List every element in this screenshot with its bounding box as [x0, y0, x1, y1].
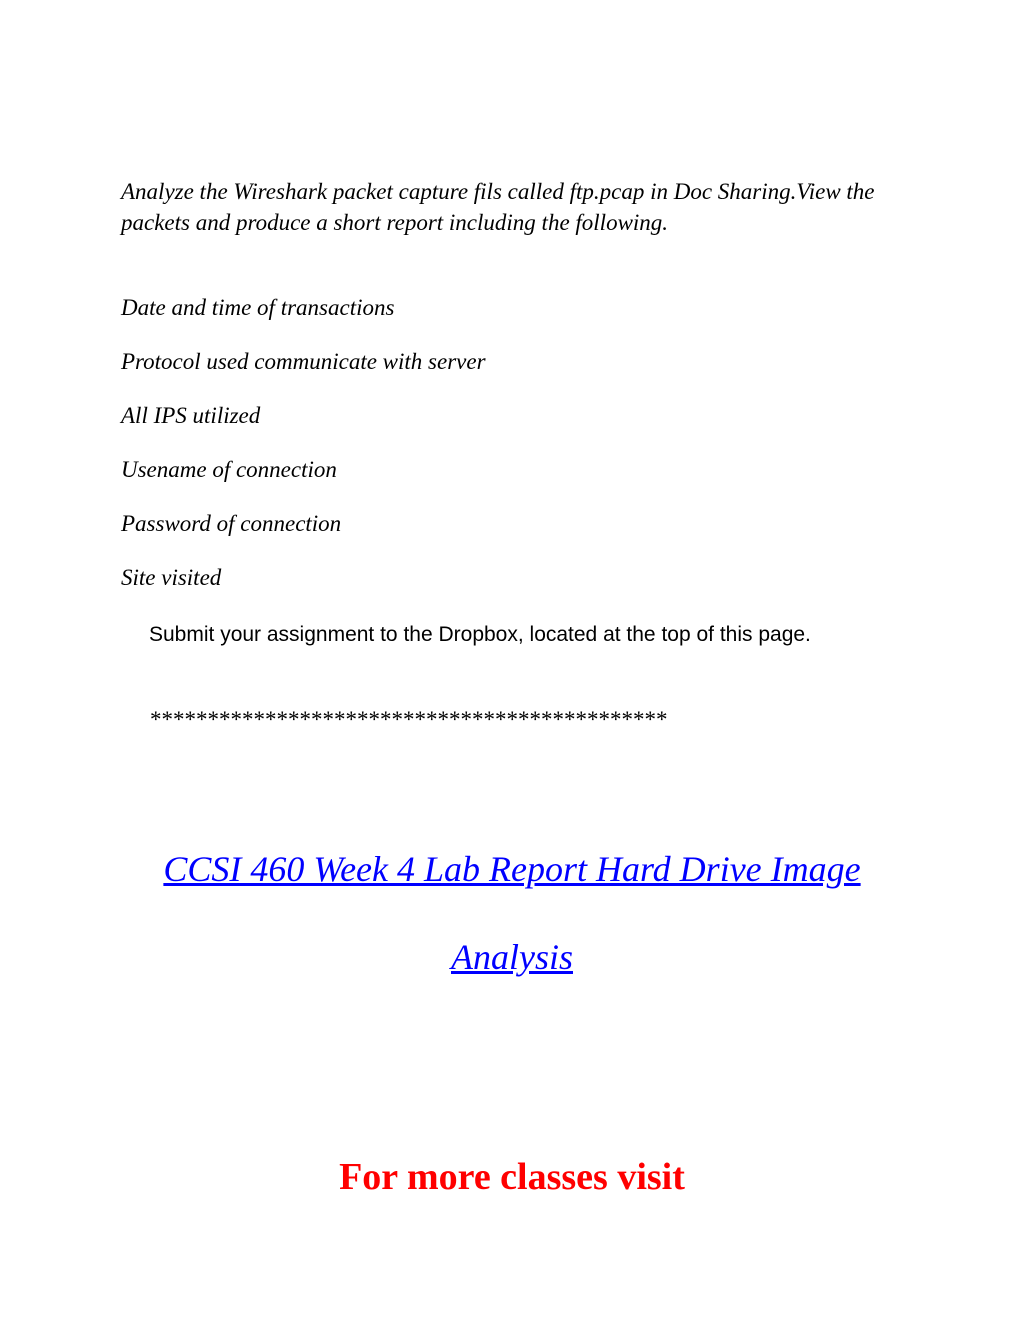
requirement-username: Usename of connection: [121, 457, 337, 482]
requirement-ips: All IPS utilized: [121, 403, 261, 428]
requirement-date-time: Date and time of transactions: [121, 295, 395, 320]
requirement-site: Site visited: [121, 565, 222, 590]
course-title-link-line2: [0, 935, 1024, 979]
requirement-protocol: Protocol used communicate with server: [121, 349, 486, 374]
separator-stars: *********************************************: [150, 707, 668, 732]
course-link[interactable]: CCSI 460 Week 4 Lab Report Hard Drive Image: [163, 849, 861, 889]
course-link-continued[interactable]: Analysis: [451, 937, 573, 977]
course-title-link-line1: [0, 847, 1024, 891]
promo-heading: For more classes visit: [339, 1156, 685, 1198]
submit-note: Submit your assignment to the Dropbox, located at the top of this page.: [149, 623, 811, 646]
requirement-password: Password of connection: [121, 511, 342, 536]
intro-paragraph: Analyze the Wireshark packet capture fils called ftp.pcap in Doc Sharing.View the packets and produce a short report including the following.: [121, 179, 875, 235]
